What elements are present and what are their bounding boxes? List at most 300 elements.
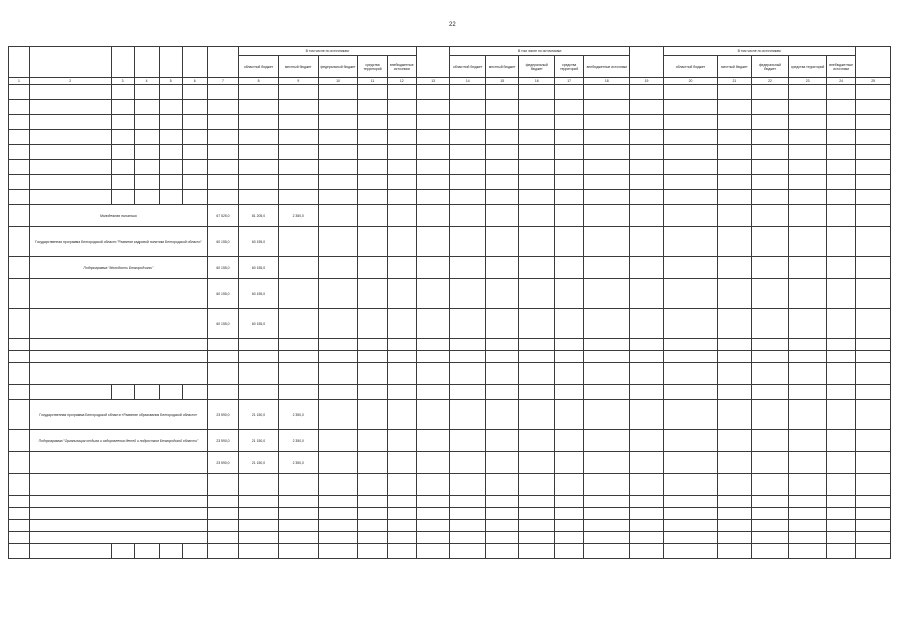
amount-cell [207,115,238,130]
remaining-value [182,145,207,160]
amount-cell [751,385,789,400]
row-number [9,85,30,100]
amount-cell [718,145,751,160]
column-number-cell: 9 [278,78,318,85]
amount-cell [318,520,358,532]
remaining-value [182,115,207,130]
amount-cell [555,351,584,363]
amount-cell [416,474,449,496]
amount-cell [485,190,518,205]
amount-cell [278,351,318,363]
amount-cell [519,257,555,279]
amount-cell [663,160,717,175]
amount-cell [630,227,663,257]
amount-cell [358,309,387,339]
amount-cell [663,145,717,160]
row-number [9,544,30,559]
amount-cell [789,130,827,145]
amount-cell [318,339,358,351]
amount-cell [630,175,663,190]
object-name [29,190,111,205]
amount-cell [789,160,827,175]
deadline-value [856,279,891,309]
amount-cell [663,130,717,145]
amount-cell [718,544,751,559]
amount-cell [663,452,717,474]
amount-cell [555,227,584,257]
amount-cell [663,85,717,100]
header-deadline [856,47,891,78]
remaining-value [182,190,207,205]
amount-cell [239,496,279,508]
amount-cell [207,532,238,544]
amount-cell [318,130,358,145]
column-number-cell: 15 [485,78,518,85]
amount-cell [318,309,358,339]
work-type [111,85,134,100]
amount-cell [416,257,449,279]
amount-cell [630,430,663,452]
amount-cell [751,544,789,559]
subtotal-row [9,351,891,363]
amount-cell [416,544,449,559]
amount-cell [485,532,518,544]
amount-cell [450,130,486,145]
amount-cell [718,532,751,544]
amount-cell [789,496,827,508]
remaining-value [182,544,207,559]
amount-cell [278,339,318,351]
deadline-value [856,400,891,430]
amount-cell [387,385,416,400]
amount-cell [416,430,449,452]
amount-cell [278,496,318,508]
deadline-value [856,430,891,452]
amount-cell [450,430,486,452]
header-2023-federal: федеральный бюджет [751,56,789,78]
amount-cell [519,85,555,100]
amount-cell [584,100,630,115]
amount-cell [519,544,555,559]
column-number-cell: 2 [29,78,111,85]
amount-cell [826,100,855,115]
amount-cell: 2 350,0 [278,205,318,227]
amount-cell [555,160,584,175]
section-row [9,227,891,257]
amount-cell [450,544,486,559]
amount-cell [450,115,486,130]
amount-cell [485,520,518,532]
amount-cell [358,474,387,496]
amount-cell [239,520,279,532]
column-number-cell: 11 [358,78,387,85]
page-number: 22 [449,22,456,28]
header-remaining-funds [182,47,207,78]
amount-cell [519,160,555,175]
object-name [29,544,111,559]
amount-cell [584,279,630,309]
amount-cell: 60 155,0 [239,257,279,279]
amount-cell [555,496,584,508]
amount-cell [630,160,663,175]
amount-cell: 23 590,0 [207,430,238,452]
amount-cell [485,400,518,430]
amount-cell [358,205,387,227]
amount-cell [278,85,318,100]
amount-cell [416,520,449,532]
object-name [29,130,111,145]
work-type [111,385,134,400]
amount-cell [318,279,358,309]
object-name [29,85,111,100]
amount-cell [207,145,238,160]
cost-value [159,175,182,190]
amount-cell [278,190,318,205]
amount-cell [718,351,751,363]
amount-cell [416,279,449,309]
amount-cell [718,115,751,130]
amount-cell [519,452,555,474]
header-2021-regional: областной бюджет [239,56,279,78]
amount-cell [663,400,717,430]
amount-cell [387,130,416,145]
amount-cell [630,205,663,227]
amount-cell [278,279,318,309]
column-number-cell: 19 [630,78,663,85]
amount-cell: 60 155,0 [207,257,238,279]
column-number-cell: 20 [663,78,717,85]
amount-cell [318,496,358,508]
amount-cell [555,85,584,100]
amount-cell [789,385,827,400]
amount-cell [387,520,416,532]
amount-cell [387,190,416,205]
column-number-cell: 18 [584,78,630,85]
amount-cell [718,496,751,508]
subtotal-row [9,339,891,351]
amount-cell [555,508,584,520]
column-number-cell: 24 [826,78,855,85]
header-2023-extrabudget: внебюджетные источники [826,56,855,78]
section-row [9,279,891,309]
amount-cell [555,279,584,309]
amount-cell [387,452,416,474]
amount-cell [555,363,584,385]
amount-cell [485,339,518,351]
header-capacity [134,47,159,78]
amount-cell [584,160,630,175]
object-name [29,160,111,175]
amount-cell [584,474,630,496]
section-title [29,452,207,474]
amount-cell [207,363,238,385]
amount-cell [519,532,555,544]
amount-cell [416,363,449,385]
amount-cell [718,85,751,100]
amount-cell: 60 155,0 [239,279,279,309]
amount-cell [519,279,555,309]
amount-cell [630,520,663,532]
deadline-value [856,175,891,190]
row-number [9,115,30,130]
amount-cell [826,190,855,205]
amount-cell [519,430,555,452]
amount-cell [826,351,855,363]
amount-cell [630,190,663,205]
amount-cell [318,227,358,257]
cost-value [159,85,182,100]
deadline-value [856,130,891,145]
amount-cell [826,532,855,544]
amount-cell [718,385,751,400]
subtotal-row [9,363,891,385]
amount-cell [278,532,318,544]
capacity-value [134,85,159,100]
amount-cell [584,257,630,279]
row-number [9,452,30,474]
amount-cell [450,175,486,190]
amount-cell [485,175,518,190]
amount-cell [239,85,279,100]
amount-cell [318,257,358,279]
amount-cell [663,279,717,309]
capacity-value [134,160,159,175]
amount-cell [718,508,751,520]
amount-cell [318,205,358,227]
amount-cell [485,309,518,339]
amount-cell [630,452,663,474]
cost-value [159,544,182,559]
amount-cell [555,190,584,205]
header-total-2022 [416,47,449,78]
amount-cell [718,100,751,115]
amount-cell [584,363,630,385]
amount-cell [826,430,855,452]
amount-cell [358,508,387,520]
amount-cell [239,544,279,559]
amount-cell [519,474,555,496]
column-number-cell: 8 [239,78,279,85]
investment-program-table [8,46,891,559]
amount-cell [584,115,630,130]
amount-cell [207,496,238,508]
amount-cell: 2 350,0 [278,430,318,452]
amount-cell [555,339,584,351]
amount-cell [826,385,855,400]
amount-cell [485,205,518,227]
amount-cell [485,508,518,520]
amount-cell: 60 155,0 [239,309,279,339]
amount-cell [387,474,416,496]
amount-cell [318,400,358,430]
header-group-2021: В том числе по источникам: [239,47,417,56]
amount-cell [718,474,751,496]
amount-cell [318,430,358,452]
amount-cell [519,227,555,257]
amount-cell [789,363,827,385]
remaining-value [182,100,207,115]
amount-cell [751,452,789,474]
subtotal-row [9,309,891,339]
column-number-cell: 10 [318,78,358,85]
amount-cell [416,452,449,474]
amount-cell: 21 150,0 [239,400,279,430]
amount-cell [519,385,555,400]
section-title: Подпрограмма "Молодость Белгородчины" [29,257,207,279]
amount-cell [584,496,630,508]
amount-cell [416,309,449,339]
amount-cell [751,400,789,430]
amount-cell [751,160,789,175]
amount-cell [318,452,358,474]
amount-cell: 60 155,0 [207,227,238,257]
cost-value [159,100,182,115]
amount-cell [630,351,663,363]
amount-cell [751,351,789,363]
amount-cell [555,430,584,452]
section-row [9,452,891,474]
column-number-cell: 25 [856,78,891,85]
column-number-cell: 23 [789,78,827,85]
amount-cell [318,175,358,190]
amount-cell [207,190,238,205]
header-2021-territory: средства территорий [358,56,387,78]
amount-cell [318,160,358,175]
amount-cell [278,130,318,145]
amount-cell [584,339,630,351]
amount-cell [555,130,584,145]
amount-cell [789,205,827,227]
amount-cell: 23 590,0 [207,452,238,474]
work-type [111,544,134,559]
amount-cell [387,205,416,227]
amount-cell [358,100,387,115]
column-number-cell: 16 [519,78,555,85]
amount-cell [519,175,555,190]
amount-cell [387,400,416,430]
amount-cell [387,100,416,115]
amount-cell [278,115,318,130]
section-title [29,363,207,385]
amount-cell [318,508,358,520]
row-number [9,496,30,508]
amount-cell: 60 155,0 [207,279,238,309]
amount-cell [630,339,663,351]
amount-cell [416,190,449,205]
column-number-row [9,78,891,85]
amount-cell [318,474,358,496]
cost-value [159,130,182,145]
amount-cell [630,115,663,130]
amount-cell [450,145,486,160]
amount-cell [826,160,855,175]
amount-cell [519,496,555,508]
row-number [9,339,30,351]
amount-cell [485,385,518,400]
amount-cell [416,145,449,160]
amount-cell: 2 350,0 [278,452,318,474]
amount-cell [584,227,630,257]
amount-cell [450,520,486,532]
header-no [9,47,30,78]
amount-cell [826,257,855,279]
deadline-value [856,100,891,115]
amount-cell [239,130,279,145]
deadline-value [856,508,891,520]
amount-cell [789,430,827,452]
header-total-2021 [207,47,238,78]
remaining-value [182,85,207,100]
column-number-cell: 6 [182,78,207,85]
amount-cell [718,227,751,257]
row-number [9,520,30,532]
amount-cell [789,100,827,115]
amount-cell [663,508,717,520]
amount-cell [450,85,486,100]
amount-cell [555,532,584,544]
amount-cell [751,227,789,257]
amount-cell [318,544,358,559]
amount-cell [239,175,279,190]
row-number [9,474,30,496]
amount-cell [826,496,855,508]
work-type [111,115,134,130]
amount-cell [239,115,279,130]
amount-cell [318,532,358,544]
amount-cell [207,175,238,190]
amount-cell [663,115,717,130]
amount-cell [663,227,717,257]
row-number [9,205,30,227]
amount-cell [450,160,486,175]
amount-cell [358,130,387,145]
amount-cell [450,452,486,474]
amount-cell [358,385,387,400]
amount-cell [663,339,717,351]
amount-cell [387,508,416,520]
amount-cell [751,474,789,496]
amount-cell [630,532,663,544]
header-2021-local: местный бюджет [278,56,318,78]
header-group-2023: В том числе по источникам: [663,47,855,56]
amount-cell [519,115,555,130]
amount-cell [485,452,518,474]
amount-cell [555,452,584,474]
amount-cell [718,130,751,145]
work-type [111,160,134,175]
amount-cell [387,309,416,339]
amount-cell [718,279,751,309]
amount-cell [584,508,630,520]
amount-cell [416,400,449,430]
deadline-value [856,363,891,385]
amount-cell [207,351,238,363]
amount-cell [751,508,789,520]
amount-cell [826,85,855,100]
amount-cell: 21 150,0 [239,452,279,474]
section-row [9,205,891,227]
amount-cell [826,339,855,351]
amount-cell [584,190,630,205]
header-work-type [111,47,134,78]
amount-cell [207,339,238,351]
amount-cell [789,175,827,190]
amount-cell [358,175,387,190]
deadline-value [856,532,891,544]
row-number [9,309,30,339]
amount-cell [278,257,318,279]
cost-value [159,190,182,205]
